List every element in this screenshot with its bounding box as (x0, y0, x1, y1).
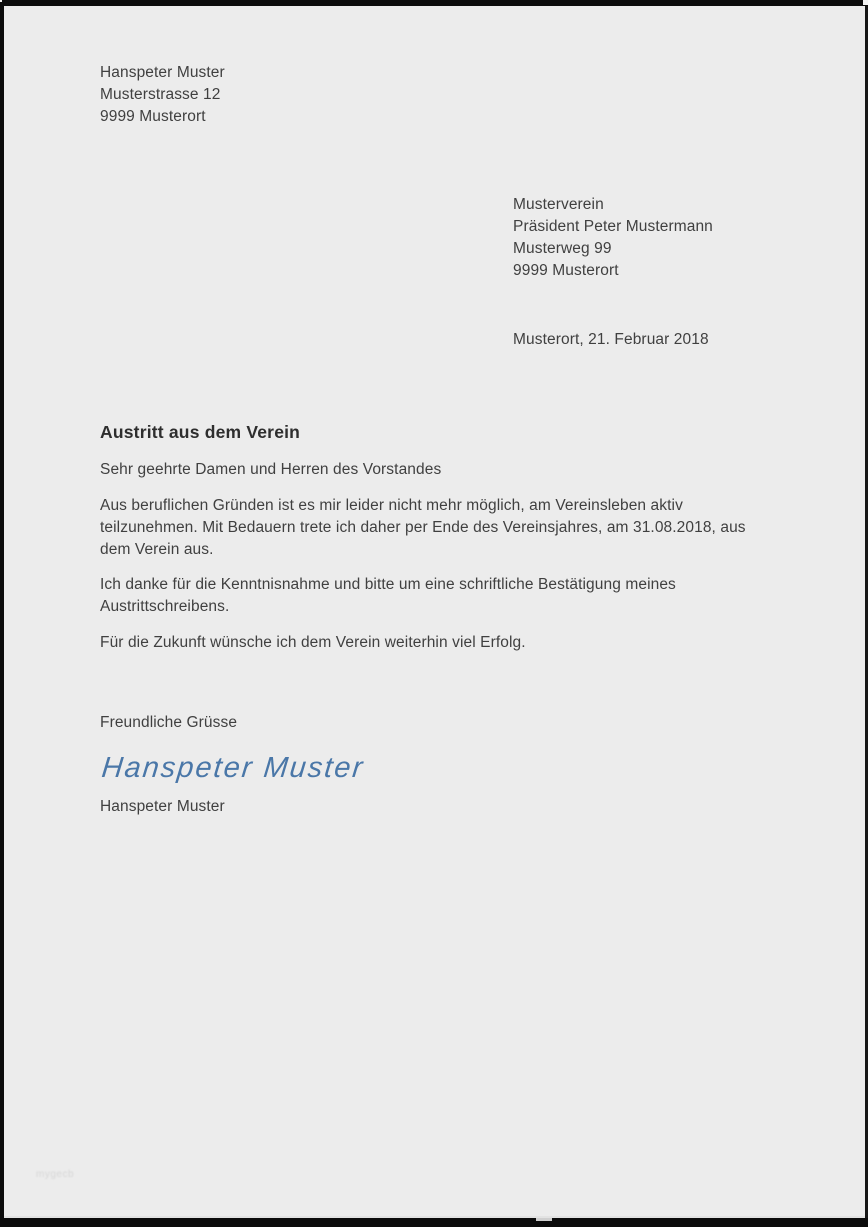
frame-bottom-edge (0, 1218, 868, 1227)
sender-line: Musterstrasse 12 (100, 86, 221, 103)
body-paragraph: Ich danke für die Kenntnisnahme und bitte um eine schriftliche Bestätigung meines Austrittschreibens. (100, 576, 676, 615)
salutation: Sehr geehrte Damen und Herren des Vorstandes (100, 461, 442, 478)
recipient-line: Musterverein (513, 196, 604, 213)
date-line: Musterort, 21. Februar 2018 (513, 331, 709, 348)
corner-notch (0, 0, 2, 2)
recipient-line: 9999 Musterort (513, 262, 619, 279)
corner-notch (863, 0, 868, 5)
body-paragraph: Für die Zukunft wünsche ich dem Verein weiterhin viel Erfolg. (100, 634, 526, 651)
recipient-line: Musterweg 99 (513, 240, 612, 257)
recipient-line: Präsident Peter Mustermann (513, 218, 713, 235)
scan-artifact (536, 1218, 552, 1221)
subject-line: Austritt aus dem Verein (100, 422, 301, 442)
sender-line: 9999 Musterort (100, 108, 206, 125)
signature-typed-name: Hanspeter Muster (100, 798, 225, 815)
handwritten-signature: Hanspeter Muster (100, 752, 366, 784)
frame-top-edge (2, 0, 868, 6)
watermark-text: mygecb (36, 1169, 75, 1180)
closing-phrase: Freundliche Grüsse (100, 714, 238, 731)
body-paragraph: Aus beruflichen Gründen ist es mir leider nicht mehr möglich, am Vereinsleben aktiv teilzunehmen. Mit Bedauern trete ich daher per Ende des Vereinsjahres, am 31.08.2018, aus dem Verein aus. (100, 497, 746, 558)
sender-address-block (100, 62, 225, 128)
sender-line: Hanspeter Muster (100, 64, 225, 81)
recipient-address-block (513, 194, 713, 282)
frame-left-edge (0, 2, 4, 1227)
